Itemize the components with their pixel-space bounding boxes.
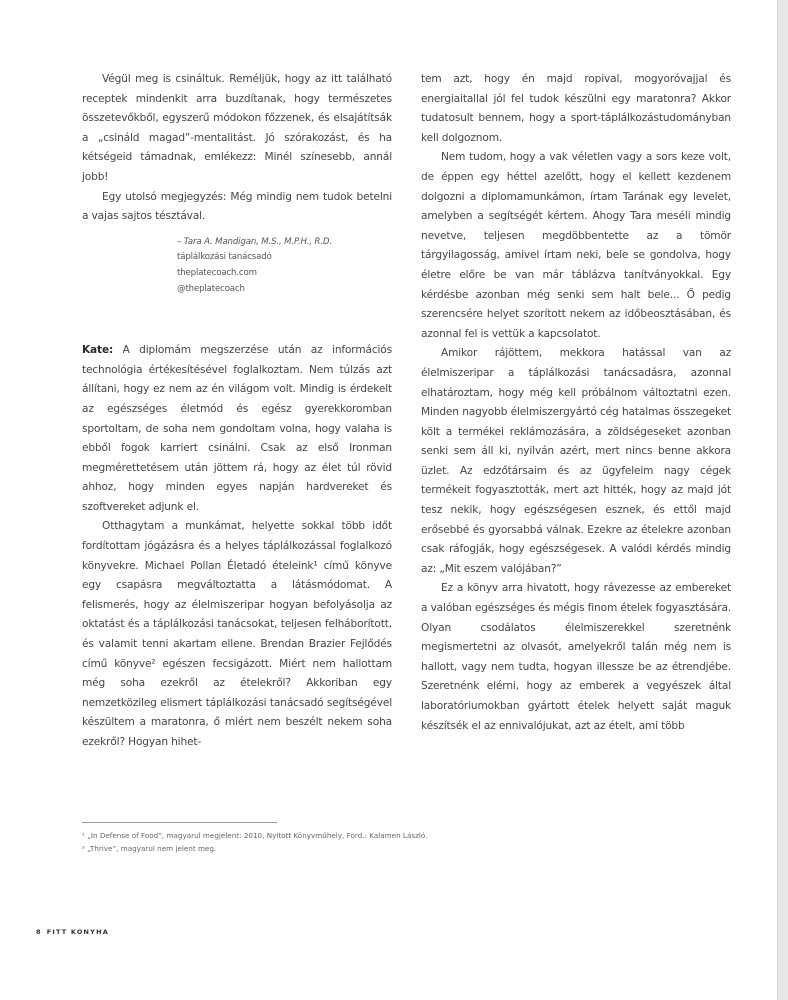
right-paragraph-1: tem azt, hogy én majd ropival, mogyoróvajjal és energiaitallal jól fel tudok készülni egy maratonra? Akkor tudatosult bennem, hogy a sport-táplálkozástudományban kell dolgoznom.	[421, 73, 731, 144]
running-title: FITT KONYHA	[46, 928, 109, 936]
signature-handle: @theplatecoach	[177, 283, 245, 294]
signature-name: – Tara A. Mandigan, M.S., M.P.H., R.D.	[177, 236, 332, 247]
footnote-1: ¹ „In Defense of Food”, magyarul megjelent: 2010, Nyitott Könyvműhely, Ford.: Kalamen László.	[82, 831, 428, 840]
speaker-label: Kate:	[82, 344, 114, 357]
right-paragraph-3: Amikor rájöttem, mekkora hatással van az élelmiszeripar a táplálkozási tanácsadásra, azonnal elhatároztam, hogy még kell próbálnom változtatni ezen. Minden nagyobb élelmiszergyártó cég hatalmas összegeket költ a termékei reklámozására, a zöldségeseket azonban senki sem áll ki, nyilván azért, mert nincs benne akkora üzlet. Az edzőtársaim és az ügyfeleim nagy cégek termékeit fogyasztották, mert azt hitték, hogy az majd jót tesz nekik, hogy egészségesen esznek, és ettől majd erősebbé és gyorsabbá válnak. Ezekre az ételekre azonban csak ráfogják, hogy egészségesek. A valódi kérdés mindig az: „Mit eszem valójában?”	[421, 347, 731, 575]
right-paragraph-2: Nem tudom, hogy a vak véletlen vagy a sors keze volt, de éppen egy héttel azelőtt, hogy el kellett kezdenem dolgozni a diplomamunkámon, írtam Tarának egy levelet, amelyben a segítségét kértem. Ahogy Tara meséli mindig nevetve, teljesen megdöbbentette az a tömör tárgyilagosság, amivel írtam neki, bele se gondolva, hogy életre előre be van már táblázva tanítványokkal. Egy kérdésbe azonban még senki sem halt bele... Ő pedig szerencsére helyet szorított nekem az időbeosztásában, és azonnal fel is vettük a kapcsolatot.	[421, 151, 731, 340]
page-number: 8	[36, 928, 42, 936]
page-edge	[777, 0, 788, 1000]
signature-role: táplálkozási tanácsadó	[177, 252, 272, 263]
note-paragraph: Egy utolsó megjegyzés: Még mindig nem tudok betelni a vajas sajtos tésztával.	[82, 190, 392, 223]
kate-paragraph-1-text: A diplomám megszerzése után az információs technológia értékesítésével foglalkoztam. Nem túlzás azt állítani, hogy ez nem az én világom volt. Mindig is érdekelt az egészséges életmód és egész gyerekkoromban sportoltam, de soha nem gondoltam volna, hogy valaha is ebből fogok karriert csinálni. Csak az első Ironman megmérettetésem után jöttem rá, hogy az élet túl rövid ahhoz, hogy minden egyes napján hardvereket és szoftvereket adjunk el.	[82, 344, 392, 513]
signature-block	[177, 235, 392, 297]
footnotes	[82, 822, 512, 855]
folio	[36, 928, 109, 936]
left-column	[82, 70, 392, 753]
footnote-divider	[82, 822, 277, 823]
kate-paragraph-2: Otthagytam a munkámat, helyette sokkal több időt fordítottam jógázásra és a helyes táplálkozással foglalkozó könyvekre. Michael Pollan Életadó ételeink¹ című könyve egy csapásra megváltoztatta a látásmódomat. A felismerés, hogy az élelmiszeripar hogyan befolyásolja az oktatást és a táplálkozási tanácsokat, teljesen felháborított, és valamit tenni akartam ellene. Brendan Brazier Fejlődés című könyve² egészen fecsigázott. Miért nem hallottam még soha ezekről az ételekről? Akkoriban egy nemzetközileg elismert táplálkozási tanácsadó segítségével készültem a maratonra, ő miért nem beszélt nekem soha ezekről? Hogyan hihet-	[82, 520, 392, 748]
footnote-2: ² „Thrive”, magyarul nem jelent meg.	[82, 844, 217, 853]
signature-website: theplatecoach.com	[177, 267, 257, 278]
right-paragraph-4: Ez a könyv arra hivatott, hogy rávezesse az embereket a valóban egészséges és mégis finom ételek fogyasztására. Olyan csodálatos élelmiszerekkel szeretnénk megismertetni az olvasót, amelyekről talán még nem is hallott, vagy nem tudta, hogyan illessze be az étrendjébe. Szeretnénk elérni, hogy az emberek a vegyészek által laboratóriumokban gyártott ételek helyett saját maguk készítsék el az ennivalójukat, azt az ételt, ami több	[421, 582, 731, 732]
kate-paragraph-1	[82, 341, 392, 517]
intro-paragraph: Végül meg is csináltuk. Reméljük, hogy az itt található receptek mindenkit arra buzdítanak, hogy természetes összetevőkből, egyszerű módokon főzzenek, és elsajátítsák a „csináld magad”-mentalitást. Jó szórakozást, és ha kétségeid támadnak, emlékezz: Minél színesebb, annál jobb!	[82, 73, 392, 183]
kate-section	[82, 341, 392, 752]
right-column	[421, 70, 731, 736]
